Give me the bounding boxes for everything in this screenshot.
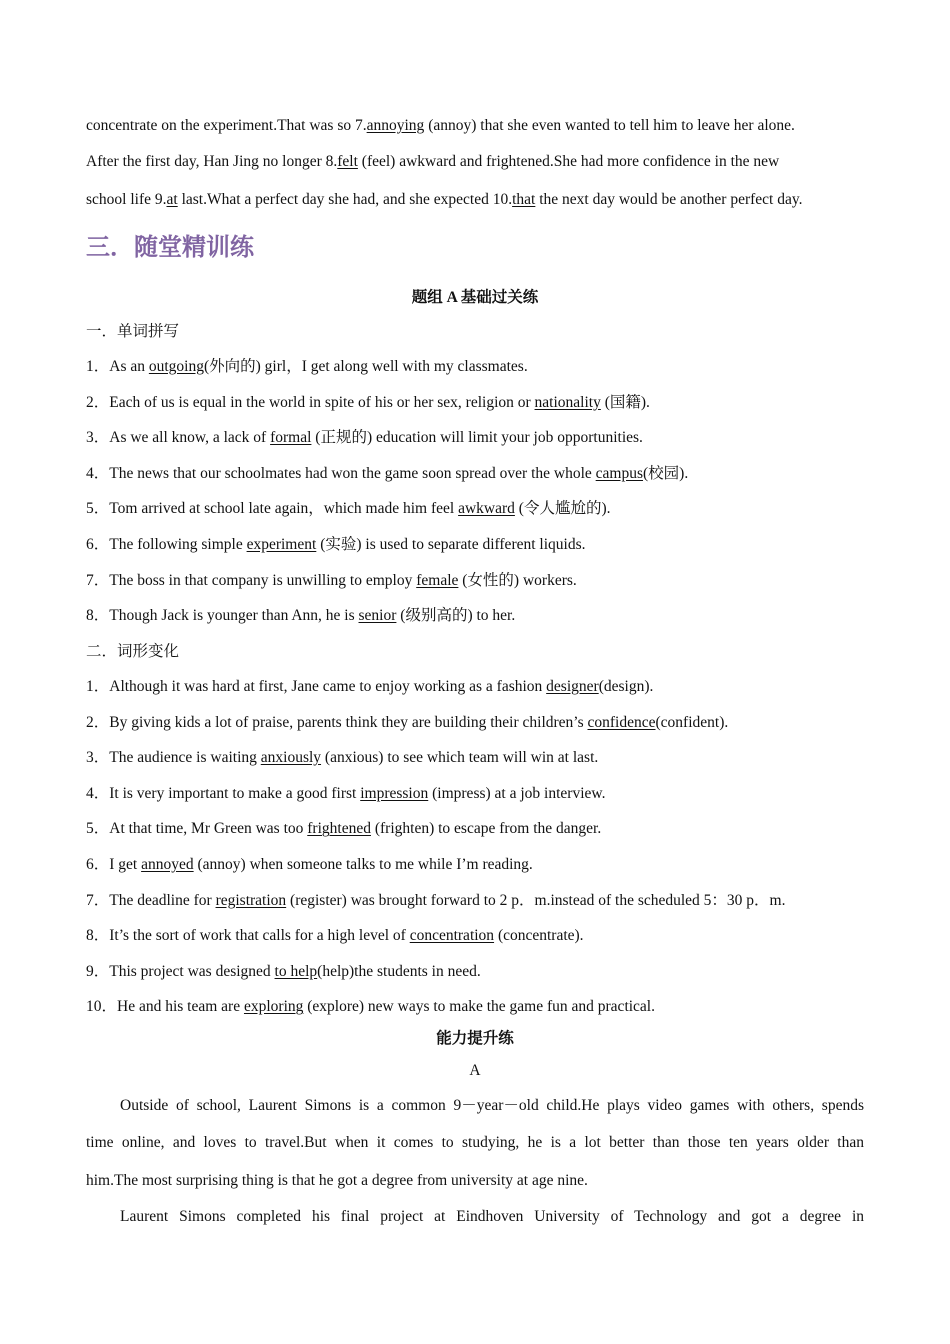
answer-blank: experiment — [246, 536, 317, 553]
answer-blank: formal — [270, 429, 312, 447]
exercise-item: 1．Although it was hard at first, Jane came to enjoy working as a fashion designer(design). — [86, 678, 654, 695]
answer-blank: designer — [546, 678, 599, 695]
answer-blank: nationality — [534, 393, 601, 411]
answer-blank-10: that — [512, 191, 536, 208]
passage-line: him.The most surprising thing is that he got a degree from university at age nine. — [86, 1172, 588, 1189]
exercise-item: 9．This project was designed to help(help)the students in need. — [86, 962, 481, 980]
answer-blank: anxiously — [260, 749, 322, 767]
intro-line-1: concentrate on the experiment.That was so 7.annoying (annoy) that she even wanted to tell him to leave her alone. — [86, 117, 795, 134]
exercise-item: 6．The following simple experiment (实验) is used to separate different liquids. — [86, 536, 586, 553]
exercise-item: 3．As we all know, a lack of formal (正规的) education will limit your job opportunities. — [86, 429, 643, 447]
exercise-item: 6．I get annoyed (annoy) when someone talks to me while I’m reading. — [86, 856, 533, 873]
exercise-item: 8．It’s the sort of work that calls for a high level of concentration (concentrate). — [86, 927, 584, 945]
exercise-item: 4．It is very important to make a good first impression (impress) at a job interview. — [86, 784, 606, 802]
answer-blank: outgoing — [148, 358, 204, 375]
section-title: 三．随堂精训练 — [86, 233, 254, 261]
ability-title: 能力提升练 — [436, 1030, 514, 1047]
answer-blank: concentration — [409, 927, 495, 945]
exercise-item: 5．At that time, Mr Green was too frightened (frighten) to escape from the danger. — [86, 820, 602, 838]
answer-blank: female — [416, 571, 459, 589]
passage-line: Laurent Simons completed his final project at Eindhoven University of Technology and got a degree in — [120, 1208, 864, 1225]
exercise-item: 2．By giving kids a lot of praise, parents think they are building their children’s confidence(confident). — [86, 713, 729, 731]
exercise-item: 8．Though Jack is younger than Ann, he is senior (级别高的) to her. — [86, 607, 516, 625]
exercise-item: 3．The audience is waiting anxiously (anxious) to see which team will win at last. — [86, 749, 599, 767]
answer-blank-7: annoying — [366, 117, 425, 134]
part1-title: 一．单词拼写 — [86, 323, 180, 340]
answer-blank-8: felt — [337, 153, 358, 170]
answer-blank: impression — [360, 784, 429, 802]
passage-line: Outside of school, Laurent Simons is a common 9－year－old child.He plays video games with others, spends — [120, 1097, 864, 1114]
answer-blank: exploring — [243, 998, 304, 1016]
answer-blank: frightened — [307, 820, 371, 838]
exercise-item: 4．The news that our schoolmates had won the game soon spread over the whole campus(校园). — [86, 464, 689, 482]
answer-blank: campus — [595, 464, 644, 482]
passage-label: A — [469, 1062, 481, 1079]
answer-blank: awkward — [458, 500, 515, 518]
answer-blank: to help — [274, 962, 318, 980]
answer-blank-9: at — [166, 191, 178, 208]
answer-blank: senior — [358, 607, 397, 625]
intro-line-2: After the first day, Han Jing no longer 8.felt (feel) awkward and frightened.She had more confidence in the new — [86, 153, 780, 170]
answer-blank: annoyed — [141, 856, 194, 873]
intro-line-3: school life 9.at last.What a perfect day she had, and she expected 10.that the next day would be another perfect day. — [86, 191, 803, 208]
passage-line: time online, and loves to travel.But when it comes to studying, he is a lot better than those ten years older than — [86, 1134, 864, 1151]
exercise-item: 7．The deadline for registration (register) was brought forward to 2 p．m.instead of the scheduled 5：30 p．m. — [86, 891, 786, 909]
exercise-item: 7．The boss in that company is unwilling to employ female (女性的) workers. — [86, 571, 577, 589]
exercise-item: 2．Each of us is equal in the world in spite of his or her sex, religion or nationality (国籍). — [86, 393, 650, 411]
group-a-title: 题组 A 基础过关练 — [411, 289, 539, 306]
exercise-item: 10．He and his team are exploring (explore) new ways to make the game fun and practical. — [86, 998, 655, 1016]
answer-blank: registration — [215, 891, 287, 909]
exercise-item: 1．As an outgoing(外向的) girl，I get along well with my classmates. — [86, 358, 528, 375]
answer-blank: confidence — [587, 713, 656, 731]
exercise-item: 5．Tom arrived at school late again，which made him feel awkward (令人尴尬的). — [86, 500, 611, 518]
part2-title: 二．词形变化 — [86, 643, 180, 660]
